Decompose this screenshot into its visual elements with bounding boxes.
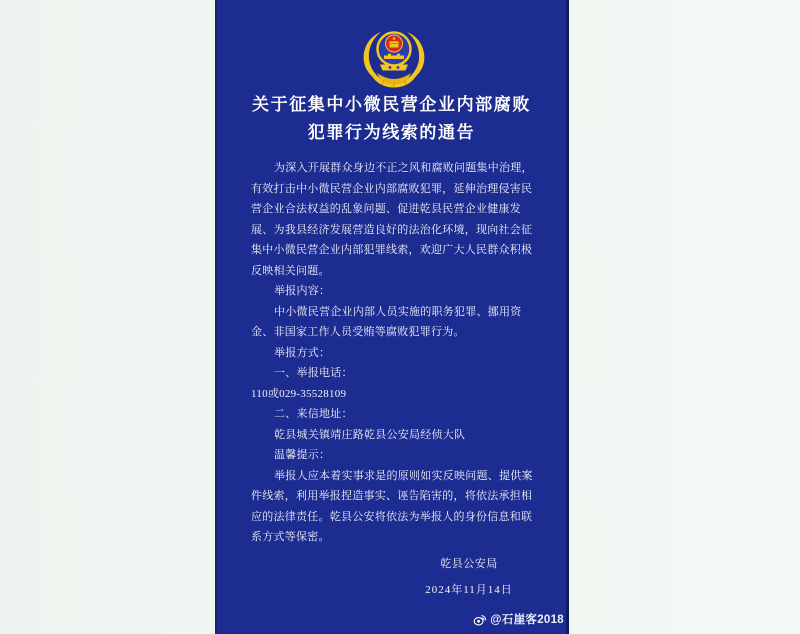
- weibo-icon: [473, 613, 487, 626]
- notice-body-line: 系方式等保密。: [251, 531, 330, 543]
- notice-body-line: 一、举报电话：: [274, 367, 353, 379]
- issue-date: 2024年11月14日: [425, 584, 513, 596]
- notice-body-line: 营企业合法权益的乱象问题、促进乾县民营企业健康发: [251, 203, 521, 215]
- watermark-text: @石崖客2018: [490, 614, 564, 626]
- issuer-name: 乾县公安局: [440, 558, 498, 570]
- notice-body: [251, 158, 533, 548]
- notice-body-line: 集中小微民营企业内部犯罪线索，欢迎广大人民群众积极: [251, 244, 533, 256]
- notice-body-line: 温馨提示：: [274, 449, 331, 461]
- notice-poster: [215, 0, 569, 634]
- notice-title-line-1: 关于征集中小微民营企业内部腐败: [252, 95, 531, 114]
- china-police-badge-icon: [357, 24, 431, 88]
- notice-body-line: 展、为我县经济发展营造良好的法治化环境，现向社会征: [251, 223, 533, 236]
- notice-body-line: 有效打击中小微民营企业内部腐败犯罪，延伸治理侵害民: [251, 182, 533, 195]
- notice-body-line: 中小微民营企业内部人员实施的职务犯罪、挪用资: [274, 305, 522, 318]
- notice-body-line: 件线索，利用举报捏造事实、诬告陷害的，将依法承担相: [251, 490, 533, 502]
- signature-block: [388, 553, 550, 601]
- notice-body-line: 金、非国家工作人员受贿等腐败犯罪行为。: [251, 326, 465, 338]
- notice-body-line: 反映相关问题。: [251, 264, 330, 277]
- notice-body-line: 应的法律责任。乾县公安将依法为举报人的身份信息和联: [251, 510, 533, 523]
- notice-title: [217, 91, 566, 147]
- notice-body-line: 举报人应本着实事求是的原则如实反映问题、提供案: [274, 469, 533, 482]
- notice-body-line: 二、来信地址：: [274, 408, 353, 420]
- notice-body-line: 举报方式：: [274, 346, 331, 359]
- notice-title-line-2: 犯罪行为线索的通告: [307, 123, 476, 142]
- notice-body-line: 为深入开展群众身边不正之风和腐败问题集中治理，: [274, 162, 533, 174]
- notice-body-line: 110或029-35528109: [251, 387, 347, 400]
- watermark: [473, 611, 564, 627]
- notice-body-line: 举报内容：: [274, 285, 331, 297]
- notice-body-line: 乾县城关镇靖庄路乾县公安局经侦大队: [274, 428, 466, 441]
